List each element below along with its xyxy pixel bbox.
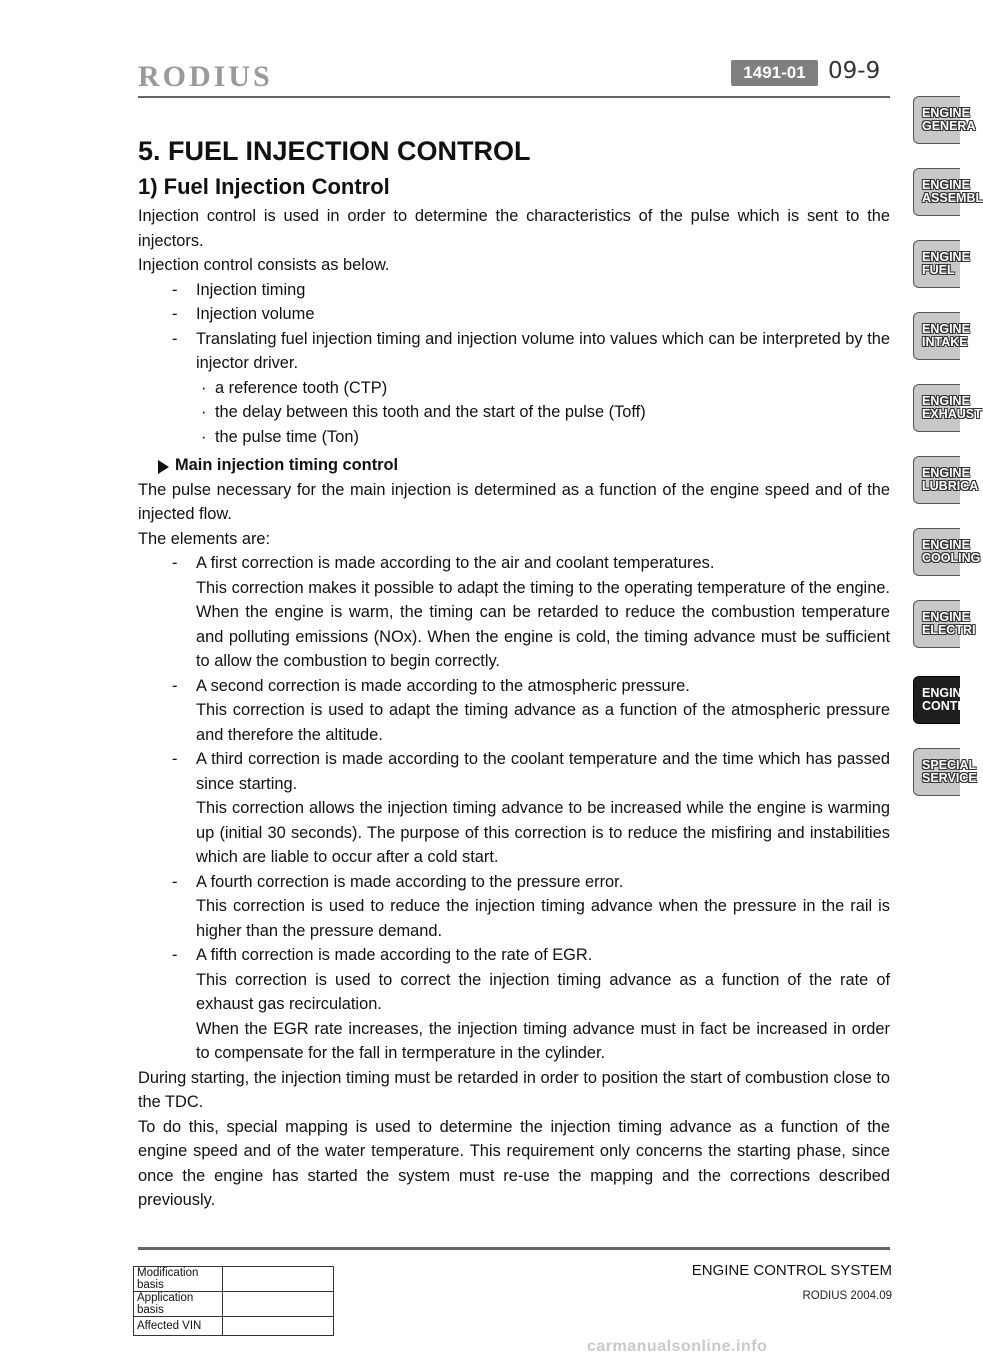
- tab-label-line2: EXHAUST: [922, 407, 982, 421]
- basis-label: Affected VIN: [134, 1317, 223, 1336]
- list-item-text: Injection timing: [196, 280, 306, 299]
- footer-edition: RODIUS 2004.09: [802, 1290, 892, 1302]
- tab-engine-intake[interactable]: [913, 312, 970, 360]
- basis-value: [223, 1292, 334, 1317]
- correction-item: [138, 943, 890, 1066]
- dash-bullet: -: [172, 946, 178, 964]
- basis-label: Application basis: [134, 1292, 223, 1317]
- elements-label: The elements are:: [138, 529, 271, 548]
- subsection-title: 1) Fuel Injection Control: [138, 174, 390, 199]
- control-list: [138, 278, 890, 376]
- list-item-text: a reference tooth (CTP): [215, 378, 388, 397]
- tab-engine-exhaust[interactable]: [913, 384, 982, 432]
- correction-item: [138, 870, 890, 944]
- document-code-badge: 1491-01: [731, 60, 818, 86]
- list-item: [138, 327, 890, 376]
- page-number: 09-9: [828, 58, 881, 84]
- tab-label-line1: ENGINE: [922, 610, 970, 624]
- tab-label-line1: SPECIAL: [922, 758, 977, 772]
- list-item: [138, 425, 890, 450]
- list-item-text: Translating fuel injection timing and injection volume into values which can be interpreted by the injector driver.: [196, 329, 890, 372]
- list-item-text: the pulse time (Ton): [215, 427, 359, 446]
- tab-engine-fuel[interactable]: [913, 240, 970, 288]
- correction-detail: This correction is used to correct the injection timing advance as a function of the rate of exhaust gas recirculation.: [196, 970, 890, 1013]
- header-divider: [138, 96, 890, 98]
- dot-bullet: ·: [201, 403, 207, 421]
- correction-detail: When the EGR rate increases, the injection timing advance must in fact be increased in order to compensate for the fall in termperature in the cylinder.: [196, 1019, 890, 1062]
- tab-label-line2: SERVICE: [922, 771, 977, 785]
- correction-item: [138, 551, 890, 674]
- correction-detail: This correction makes it possible to adapt the timing to the operating temperature of the engine. When the engine is warm, the timing can be retarded to reduce the combustion temperature and polluting emissions (NOx). When the engine is cold, the timing advance must be sufficient to allow the combustion to begin correctly.: [196, 578, 890, 670]
- tab-label-line1: ENGINE: [922, 322, 970, 336]
- tab-engine-electrical[interactable]: [913, 600, 976, 648]
- correction-title: A third correction is made according to the coolant temperature and the time which has passed since starting.: [196, 750, 890, 793]
- tab-label-line1: ENGINE: [922, 394, 970, 408]
- intro-paragraph: Injection control is used in order to determine the characteristics of the pulse which is sent to the injectors.: [138, 207, 890, 250]
- dot-bullet: ·: [201, 378, 207, 397]
- dash-bullet: -: [172, 305, 178, 323]
- tab-label-line2: COOLING: [922, 551, 981, 565]
- tab-label-line2: LUBRICA: [922, 479, 979, 493]
- correction-detail: This correction allows the injection timing advance to be increased while the engine is warming up (initial 30 seconds). The purpose of this correction is to reduce the misfiring and instabilities which are liable to occur after a cold start.: [196, 799, 890, 866]
- table-row: [134, 1317, 334, 1336]
- tab-engine-assembly[interactable]: [913, 168, 983, 216]
- watermark: carmanualsonline.info: [587, 1338, 768, 1355]
- starting-paragraph: During starting, the injection timing must be retarded in order to position the start of combustion close to the TDC.: [138, 1068, 890, 1111]
- basis-value: [223, 1317, 334, 1336]
- list-item-text: Injection volume: [196, 305, 315, 323]
- table-row: [134, 1267, 334, 1292]
- correction-title: A fourth correction is made according to the pressure error.: [196, 872, 624, 891]
- tab-label-line1: ENGINE: [922, 250, 970, 264]
- page-content: [138, 134, 890, 1213]
- tab-label-line1: ENGINE: [922, 106, 970, 120]
- correction-item: [138, 674, 890, 748]
- starting-paragraph: To do this, special mapping is used to determine the injection timing advance as a function of the engine speed and of the water temperature. This requirement only concerns the starting phase, since once the engine has started the system must re-use the mapping and the corrections described previously.: [138, 1117, 890, 1209]
- correction-detail: This correction is used to reduce the injection timing advance when the pressure in the rail is higher than the pressure demand.: [196, 897, 890, 940]
- tab-label-line2: GENERA: [922, 119, 976, 133]
- basis-table: [133, 1266, 334, 1336]
- tab-label-line1: ENGINE: [922, 686, 970, 700]
- tab-engine-lubrication[interactable]: [913, 456, 979, 504]
- tab-label-line2: INTAKE: [922, 335, 968, 349]
- dash-bullet: -: [172, 280, 178, 299]
- tab-label-line2: ASSEMBL: [922, 191, 983, 205]
- main-injection-heading: [138, 453, 890, 478]
- tab-engine-control[interactable]: [913, 676, 977, 724]
- dash-bullet: -: [172, 872, 178, 891]
- intro-paragraph: Injection control consists as below.: [138, 256, 390, 274]
- basis-label: Modification basis: [134, 1267, 223, 1292]
- main-injection-description: The pulse necessary for the main injection is determined as a function of the engine speed and of the injected flow.: [138, 480, 890, 523]
- rodius-logo: RODIUS: [138, 60, 273, 93]
- triangle-bullet-icon: [158, 460, 169, 474]
- tab-label-line1: ENGINE: [922, 466, 970, 480]
- dash-bullet: -: [172, 750, 178, 768]
- correction-title: A first correction is made according to the air and coolant temperatures.: [196, 554, 715, 572]
- correction-item: [138, 747, 890, 870]
- heading-text: Main injection timing control: [175, 456, 399, 474]
- tab-engine-cooling[interactable]: [913, 528, 981, 576]
- footer-title: ENGINE CONTROL SYSTEM: [691, 1262, 892, 1279]
- list-item-text: the delay between this tooth and the start of the pulse (Toff): [215, 403, 646, 421]
- basis-value: [223, 1267, 334, 1292]
- footer-divider: [138, 1247, 890, 1250]
- tab-special-service[interactable]: [913, 748, 977, 796]
- dash-bullet: -: [172, 329, 178, 348]
- section-title: 5. FUEL INJECTION CONTROL: [138, 136, 531, 166]
- tab-label-line2: FUEL: [922, 263, 955, 277]
- correction-detail: This correction is used to adapt the timing advance as a function of the atmospheric pressure and therefore the altitude.: [196, 701, 890, 744]
- dash-bullet: -: [172, 554, 178, 572]
- dot-bullet: ·: [201, 427, 207, 446]
- tab-label-line1: ENGINE: [922, 178, 970, 192]
- driver-sublist: [138, 376, 890, 450]
- list-item: [138, 278, 890, 303]
- correction-title: A fifth correction is made according to the rate of EGR.: [196, 946, 593, 964]
- table-row: [134, 1292, 334, 1317]
- correction-title: A second correction is made according to the atmospheric pressure.: [196, 676, 690, 695]
- list-item: [138, 376, 890, 401]
- tab-label-line1: ENGINE: [922, 538, 970, 552]
- dash-bullet: -: [172, 676, 178, 695]
- list-item: [138, 400, 890, 425]
- tab-label-line2: ELECTRI: [922, 623, 976, 637]
- tab-label-line2: CONTRO: [922, 699, 977, 713]
- corrections-list: [138, 551, 890, 1066]
- list-item: [138, 302, 890, 327]
- tab-engine-general[interactable]: [913, 96, 976, 144]
